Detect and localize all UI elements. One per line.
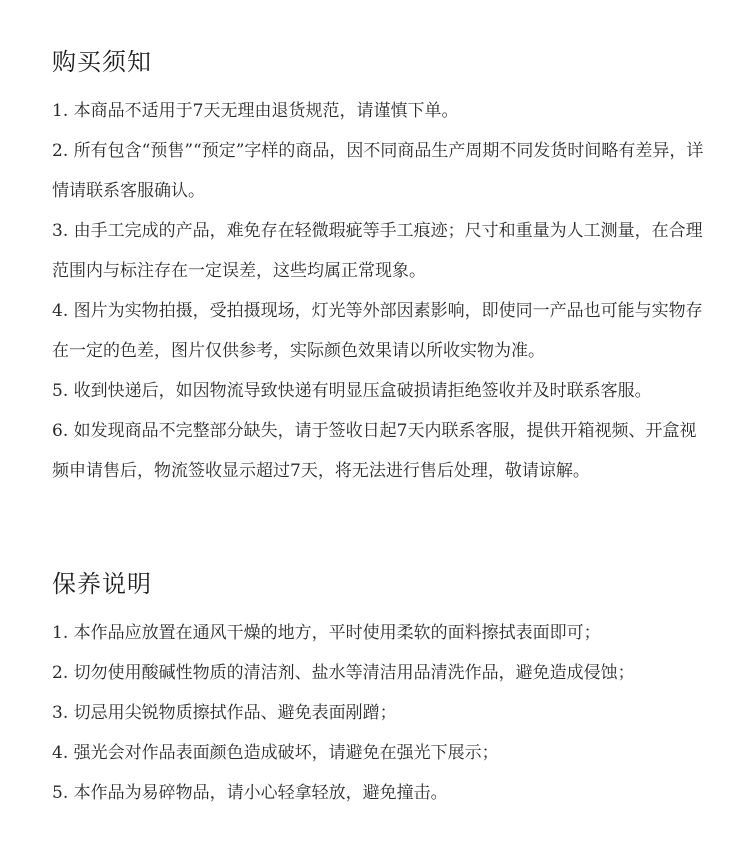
care-instructions-item: 4. 强光会对作品表面颜色造成破坏，请避免在强光下展示； <box>52 743 499 763</box>
purchase-notice-section <box>52 45 710 491</box>
purchase-notice-item: 5. 收到快递后，如因物流导致快递有明显压盒破损请拒绝签收并及时联系客服。 <box>52 381 652 401</box>
purchase-notice-item: 6. 如发现商品不完整部分缺失，请于签收日起7天内联系客服，提供开箱视频、开盒视频申请售后，物流签收显示超过7天，将无法进行售后处理，敬请谅解。 <box>52 421 697 481</box>
care-instructions-title: 保养说明 <box>52 570 152 598</box>
care-instructions-item: 3. 切忌用尖锐物质擦拭作品、避免表面剐蹭； <box>52 703 397 723</box>
care-instructions-list <box>52 613 710 813</box>
purchase-notice-item: 3. 由手工完成的产品，难免存在轻微瑕疵等手工痕迹；尺寸和重量为人工测量，在合理范围内与标注存在一定误差，这些均属正常现象。 <box>52 221 703 281</box>
purchase-notice-list <box>52 91 710 491</box>
purchase-notice-item: 4. 图片为实物拍摄，受拍摄现场，灯光等外部因素影响，即使同一产品也可能与实物存在一定的色差，图片仅供参考，实际颜色效果请以所收实物为准。 <box>52 301 703 361</box>
care-instructions-section <box>52 567 710 813</box>
purchase-notice-item: 2. 所有包含“预售”“预定”字样的商品，因不同商品生产周期不同发货时间略有差异，详情请联系客服确认。 <box>52 141 704 201</box>
care-instructions-item: 1. 本作品应放置在通风干燥的地方，平时使用柔软的面料擦拭表面即可； <box>52 623 601 643</box>
care-instructions-item: 2. 切勿使用酸碱性物质的清洁剂、盐水等清洁用品清洗作品，避免造成侵蚀； <box>52 663 635 683</box>
care-instructions-item: 5. 本作品为易碎物品，请小心轻拿轻放，避免撞击。 <box>52 783 448 803</box>
purchase-notice-title: 购买须知 <box>52 48 152 76</box>
purchase-notice-item: 1. 本商品不适用于7天无理由退货规范，请谨慎下单。 <box>52 101 459 121</box>
